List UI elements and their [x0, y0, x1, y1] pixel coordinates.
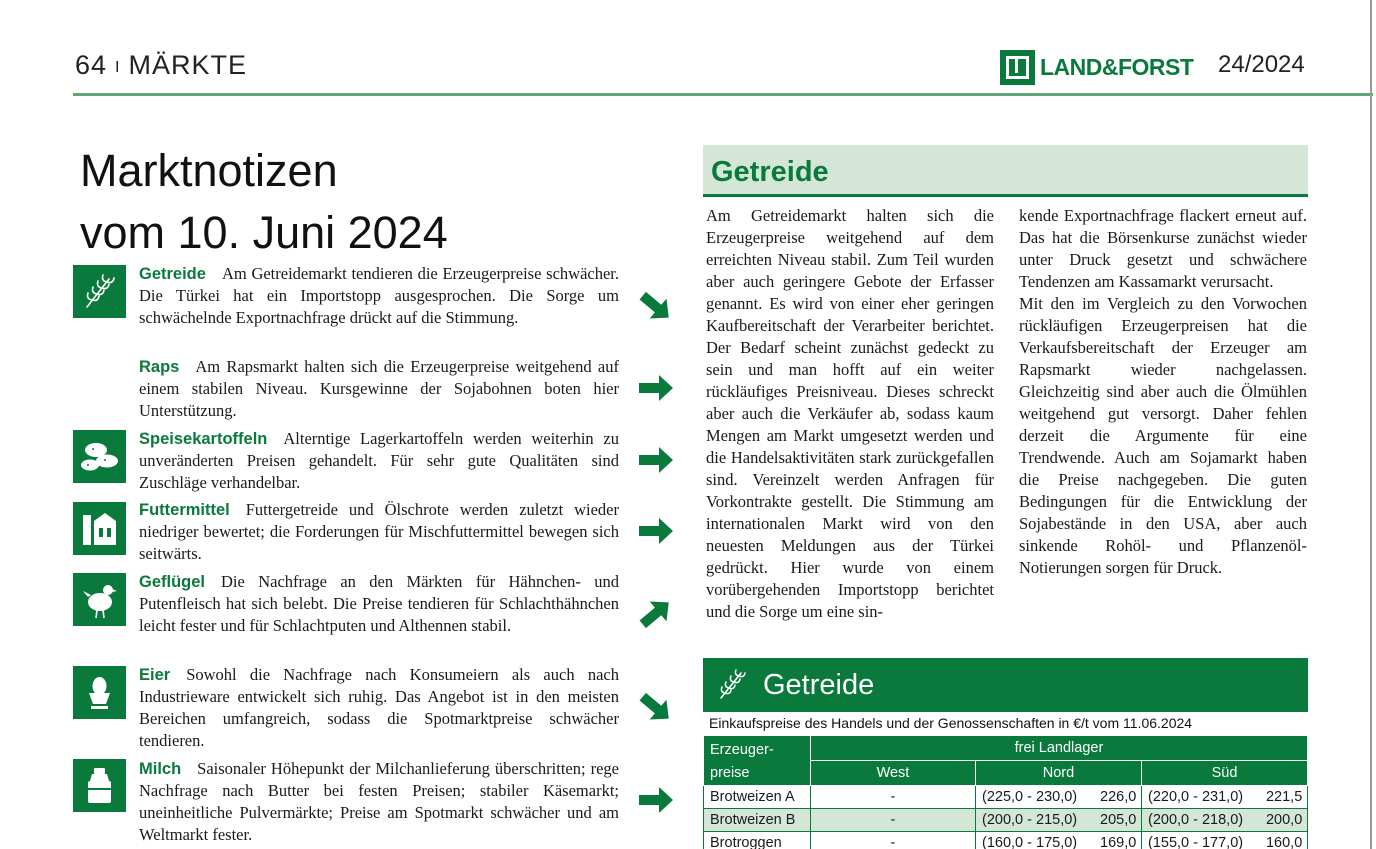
title-line-1: Marktnotizen — [80, 145, 338, 196]
potato-icon — [73, 430, 126, 483]
market-note-text: Am Getreidemarkt tendieren die Erzeugerpreise schwächer. Die Türkei hat ein Importstopp ausgesprochen. Die Sorge um schwächelnde Exportnachfrage drückt auf die Stimmung. — [139, 264, 619, 327]
logo-text: LAND&FORST — [1040, 54, 1194, 80]
cell-west: - — [810, 786, 975, 809]
trend-arrow-icon — [636, 599, 674, 629]
price-range: (220,0 - 231,0) — [1147, 789, 1244, 805]
price-range: (200,0 - 218,0) — [1147, 812, 1244, 828]
market-note-futtermittel — [139, 499, 619, 565]
table-row — [704, 809, 1308, 832]
feed-mill-icon — [73, 502, 126, 555]
page-header-left — [75, 50, 247, 81]
market-note-speisekartoffeln — [139, 428, 619, 494]
price-value: 160,0 — [1265, 835, 1303, 849]
page-number: 64 — [75, 50, 108, 80]
cell-sued — [1141, 809, 1307, 832]
market-note-text: Sowohl die Nachfrage nach Konsumeiern als auch nach Industrieware entwickelt sich ruhig. Das Angebot ist in den meisten Bereichen umfangreich, sodass die Spotmarktpreise schwächer tendieren. — [139, 665, 619, 750]
market-note-text: Futtergetreide und Ölschrote werden zuletzt wieder niedriger bewertet; die Forderungen für Mischfuttermittel bewegen sich seitwärts. — [139, 500, 619, 563]
column-header: West — [810, 761, 975, 786]
price-table — [703, 735, 1308, 849]
article-paragraph: kende Exportnachfrage flackert erneut auf. Das hat die Börsenkurse zunächst wieder unter Druck gesetzt und schwächere Tendenzen am Kassamarkt verursacht. — [1019, 206, 1307, 291]
price-range: (160,0 - 175,0) — [982, 835, 1078, 849]
trend-arrow-icon — [636, 291, 674, 321]
market-note-text: Die Nachfrage an den Märkten für Hähnchen- und Putenfleisch hat sich belebt. Die Preise tendieren für Schlachthähnchen leicht fester und für Schlachtputen und Althennen stabil. — [139, 572, 619, 635]
column-header: Süd — [1141, 761, 1307, 786]
wheat-icon — [73, 265, 126, 318]
market-note-gefluegel — [139, 571, 619, 637]
logo-mark-icon — [1000, 50, 1035, 85]
cell-west: - — [810, 809, 975, 832]
price-range: (200,0 - 215,0) — [982, 812, 1078, 828]
market-note-text: Saisonaler Höhepunkt der Milchanlieferung überschritten; rege Nachfrage nach Butter bei festen Preisen; stabiler Käsemarkt; uneinheitliche Pulvermärkte; Preise am Spotmarkt schwächer und am Weltmarkt fester. — [139, 759, 619, 844]
market-note-label: Raps — [139, 358, 180, 376]
header-separator: I — [115, 59, 121, 76]
market-note-raps — [139, 356, 619, 422]
market-note-milch — [139, 758, 619, 846]
market-note-label: Milch — [139, 760, 182, 778]
market-note-label: Futtermittel — [139, 501, 230, 519]
cell-nord — [976, 832, 1142, 849]
price-range: (155,0 - 177,0) — [1147, 835, 1244, 849]
milk-can-icon — [73, 759, 126, 812]
market-note-label: Speisekartoffeln — [139, 430, 268, 448]
article-paragraph: Am Getreidemarkt halten sich die Erzeugerpreise weitgehend auf dem erreichten Niveau stabil. Zum Teil wurden aber auch geringere Gebote der Erfasser genannt. Es wird von einer eher geringen Kaufbereitschaft der Verarbeiter berichtet. Der Bedarf scheint zunächst gedeckt zu sein und man hofft auf ein weiter rückläufiges Preisniveau. Dieses schreckt aber auch die Verkäufer ab, sodass kaum Mengen am Markt umgesetzt werden und die Handelsaktivitäten stark zurückgefallen sind. Vereinzelt werden Anfragen für Vorkontrakte gestellt. Die Stimmung am internationalen Markt wird von den neuesten Meldungen aus der Türkei gedrückt. Hier wurde von einem vorübergehenden Importstopp berichtet und die Sorge um eine sin- — [706, 206, 994, 621]
market-note-label: Getreide — [139, 265, 206, 283]
section-title: MÄRKTE — [128, 50, 248, 80]
wheat-icon — [711, 664, 753, 706]
page-title — [80, 140, 448, 264]
table-row-header: Erzeuger-preise — [704, 736, 811, 786]
row-label: Brotroggen — [704, 832, 811, 849]
table-group-header: frei Landlager — [810, 736, 1307, 761]
article-paragraph: Mit den im Vergleich zu den Vorwochen rückläufigen Erzeugerpreisen hat die Verkaufsbereitschaft der Erzeuger am Rapsmarkt wieder nachgelassen. Gleichzeitig sind aber auch die Ölmühlen weitgehend gut versorgt. Daher fehlen derzeit die Argumente für eine Trendwende. Auch am Sojamarkt haben die Preise nachgegeben. Die guten Bedingungen für die Entwicklung der Sojabestände in den USA, aber auch sinkende Rohöl- und Pflanzenöl-Notierungen sorgen für Druck. — [1019, 294, 1307, 577]
issue-number: 24/2024 — [1218, 51, 1305, 78]
publication-logo — [1000, 50, 1193, 85]
price-value: 226,0 — [1100, 789, 1137, 805]
trend-arrow-icon — [636, 516, 674, 546]
column-header: Nord — [976, 761, 1142, 786]
cell-nord — [976, 786, 1142, 809]
chicken-icon — [73, 573, 126, 626]
market-note-label: Eier — [139, 666, 171, 684]
market-note-label: Geflügel — [139, 573, 206, 591]
price-table-caption: Einkaufspreise des Handels und der Genossenschaften in €/t vom 11.06.2024 — [709, 715, 1193, 731]
table-row — [704, 832, 1308, 849]
egg-icon — [73, 666, 126, 719]
table-row — [704, 786, 1308, 809]
price-value: 200,0 — [1265, 812, 1303, 828]
price-value: 205,0 — [1100, 812, 1137, 828]
price-range: (225,0 - 230,0) — [982, 789, 1078, 805]
trend-arrow-icon — [636, 785, 674, 815]
trend-arrow-icon — [636, 692, 674, 722]
header-rule — [73, 93, 1373, 96]
market-note-text: Alterntige Lagerkartoffeln werden weiterhin zu unveränderten Preisen gehandelt. Für sehr gute Qualitäten sind Zuschläge verhandelbar. — [139, 429, 619, 492]
price-table-header — [703, 658, 1308, 712]
article-column-1 — [706, 205, 994, 623]
row-label: Brotweizen A — [704, 786, 811, 809]
price-table-title: Getreide — [763, 669, 875, 701]
article-heading: Getreide — [711, 156, 829, 188]
cell-nord — [976, 809, 1142, 832]
row-label: Brotweizen B — [704, 809, 811, 832]
market-note-getreide — [139, 263, 619, 329]
cell-sued — [1141, 786, 1307, 809]
trend-arrow-icon — [636, 445, 674, 475]
cell-sued — [1141, 832, 1307, 849]
price-value: 221,5 — [1265, 789, 1303, 805]
article-heading-box — [703, 145, 1308, 197]
trend-arrow-icon — [636, 373, 674, 403]
article-column-2 — [1019, 205, 1307, 579]
market-note-eier — [139, 664, 619, 752]
page-edge — [1370, 0, 1372, 849]
price-value: 169,0 — [1100, 835, 1137, 849]
title-line-2: vom 10. Juni 2024 — [80, 207, 448, 258]
cell-west: - — [810, 832, 975, 849]
market-note-text: Am Rapsmarkt halten sich die Erzeugerpreise weitgehend auf einem stabilen Niveau. Kursgewinne der Sojabohnen boten hier Unterstützung. — [139, 357, 619, 420]
